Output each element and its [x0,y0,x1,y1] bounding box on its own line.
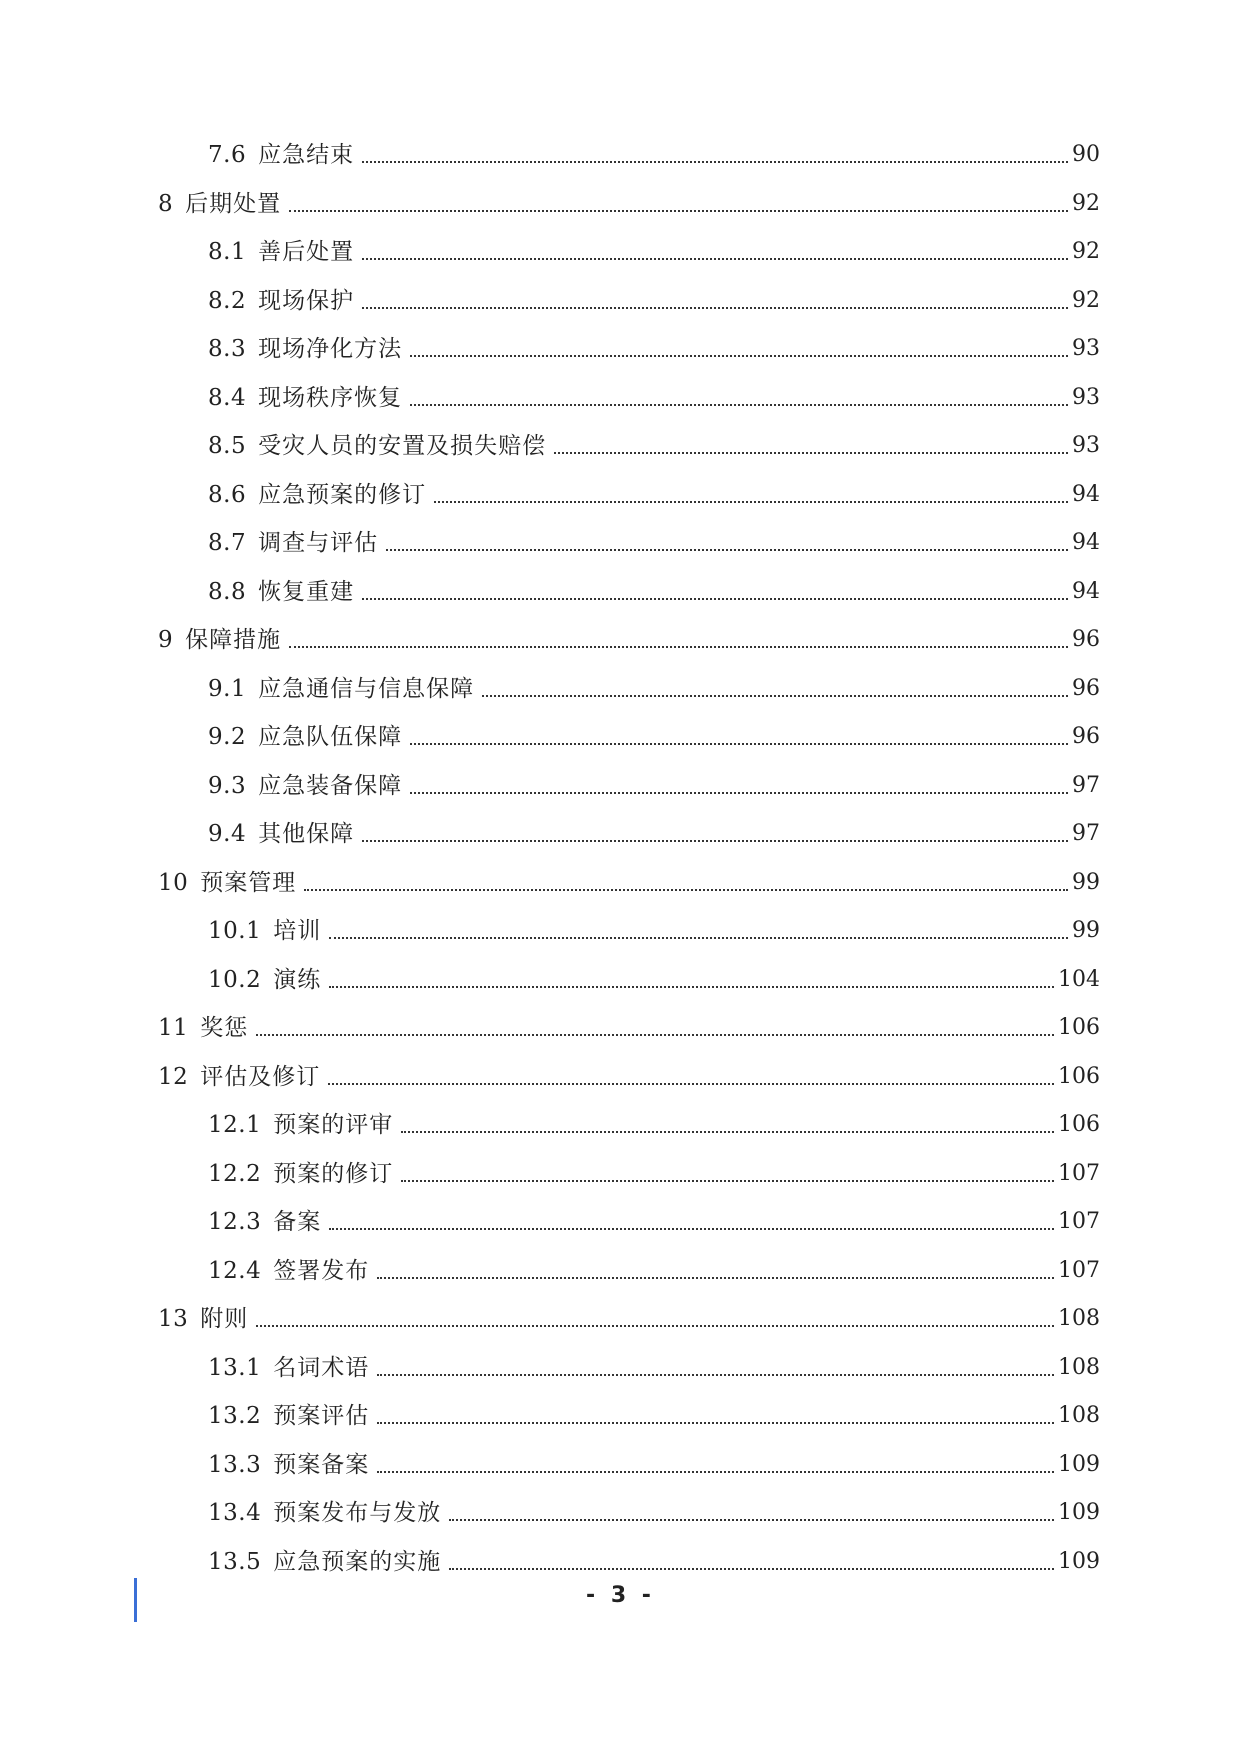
toc-entry-title: 演练 [273,966,322,993]
toc-entry-page: 96 [1072,724,1100,749]
toc-entry[interactable] [208,1205,1100,1239]
toc-entry[interactable] [208,720,1100,754]
toc-entry[interactable] [208,332,1100,366]
toc-entry-page: 94 [1072,578,1100,604]
toc-entry-number: 9.1 [208,675,247,702]
toc-entry-page: 106 [1058,1015,1100,1040]
toc-entry-number: 12.1 [208,1112,262,1138]
toc-entry[interactable] [208,914,1100,948]
toc-dot-leader [362,257,1068,260]
toc-dot-leader [362,597,1068,600]
toc-entry[interactable] [208,817,1100,851]
toc-entry[interactable] [208,1254,1100,1288]
toc-entry-page: 99 [1072,918,1100,943]
toc-entry-title: 善后处置 [258,239,355,265]
toc-entry-page: 97 [1072,821,1100,846]
toc-entry[interactable] [208,769,1100,803]
toc-dot-leader [410,742,1068,745]
toc-entry[interactable] [208,284,1100,318]
toc-entry[interactable] [208,429,1100,463]
toc-entry-page: 106 [1058,1063,1100,1089]
toc-entry-number: 13.5 [208,1548,262,1575]
toc-dot-leader [377,1276,1054,1279]
toc-entry[interactable] [208,138,1100,172]
toc-entry-page: 94 [1072,530,1100,555]
toc-entry-title: 预案备案 [273,1451,370,1478]
toc-entry-page: 108 [1058,1306,1100,1331]
toc-entry-number: 10 [158,869,189,896]
toc-entry[interactable] [158,866,1100,900]
toc-entry-title: 应急预案的实施 [273,1548,442,1575]
toc-entry-page: 107 [1058,1209,1100,1234]
toc-entry-number: 9 [158,627,174,653]
toc-dot-leader [304,888,1068,891]
toc-entry-page: 93 [1072,336,1100,361]
toc-entry-number: 12 [158,1063,189,1090]
toc-entry-title: 其他保障 [258,821,355,847]
toc-entry-title: 评估及修订 [200,1063,321,1090]
toc-entry-title: 预案的修订 [273,1160,394,1187]
toc-entry-number: 8.6 [208,481,247,508]
toc-entry-page: 108 [1058,1354,1100,1380]
toc-entry-page: 109 [1058,1451,1100,1477]
toc-dot-leader [256,1033,1054,1036]
toc-entry-page: 92 [1072,287,1100,313]
toc-entry-page: 107 [1058,1160,1100,1186]
toc-entry[interactable] [208,1399,1100,1433]
toc-dot-leader [410,403,1068,406]
toc-entry-number: 7.6 [208,142,247,168]
toc-dot-leader [362,306,1068,309]
toc-entry-number: 12.3 [208,1209,262,1235]
toc-entry-title: 签署发布 [273,1257,370,1284]
toc-dot-leader [362,160,1068,163]
toc-dot-leader [328,1082,1054,1085]
toc-dot-leader [377,1421,1054,1424]
toc-entry[interactable] [208,235,1100,269]
toc-entry-title: 应急通信与信息保障 [258,675,475,702]
toc-entry[interactable] [158,1011,1100,1045]
toc-entry[interactable] [208,526,1100,560]
toc-entry[interactable] [208,1351,1100,1385]
toc-entry-number: 9.3 [208,772,247,799]
toc-entry-title: 保障措施 [185,627,282,653]
toc-entry-title: 受灾人员的安置及损失赔偿 [258,433,547,459]
toc-entry-number: 8.3 [208,336,247,362]
text-cursor-marker [134,1578,137,1622]
toc-entry-number: 13.1 [208,1354,262,1381]
toc-entry-title: 应急结束 [258,142,355,168]
toc-entry-number: 9.4 [208,821,247,847]
toc-entry-page: 108 [1058,1403,1100,1428]
toc-entry[interactable] [208,1448,1100,1482]
toc-entry-title: 现场保护 [258,287,355,314]
toc-dot-leader [410,791,1068,794]
page-number: - 3 - [586,1583,655,1608]
toc-entry-title: 现场秩序恢复 [258,384,403,411]
toc-entry-title: 应急装备保障 [258,772,403,799]
toc-entry-number: 10.1 [208,918,262,944]
toc-entry-title: 应急队伍保障 [258,724,403,750]
toc-dot-leader [256,1324,1054,1327]
toc-dot-leader [554,451,1068,454]
toc-entry-number: 13.3 [208,1451,262,1478]
toc-entry-page: 106 [1058,1112,1100,1137]
toc-entry-page: 92 [1072,190,1100,216]
toc-entry-page: 109 [1058,1500,1100,1525]
toc-entry-page: 93 [1072,433,1100,458]
toc-entry-number: 9.2 [208,724,247,750]
toc-entry-number: 8.5 [208,433,247,459]
toc-entry-number: 13.2 [208,1403,262,1429]
toc-entry-title: 现场净化方法 [258,336,403,362]
toc-entry[interactable] [208,1108,1100,1142]
toc-entry-number: 13.4 [208,1500,262,1526]
toc-entry-number: 8.7 [208,530,247,556]
toc-dot-leader [410,354,1068,357]
toc-entry-page: 94 [1072,481,1100,507]
toc-entry-page: 96 [1072,675,1100,701]
toc-entry[interactable] [208,963,1100,997]
toc-entry[interactable] [158,623,1100,657]
toc-entry-title: 恢复重建 [258,578,355,605]
toc-entry-number: 13 [158,1306,189,1332]
toc-entry-title: 名词术语 [273,1354,370,1381]
toc-entry-page: 99 [1072,869,1100,895]
toc-entry-page: 96 [1072,627,1100,652]
toc-entry[interactable] [158,187,1100,221]
toc-dot-leader [386,548,1068,551]
toc-entry-title: 备案 [273,1209,322,1235]
toc-dot-leader [434,500,1068,503]
toc-dot-leader [377,1470,1054,1473]
toc-entry[interactable] [208,1157,1100,1191]
toc-entry-number: 8 [158,190,174,217]
toc-entry-title: 预案管理 [200,869,297,896]
toc-entry[interactable] [158,1060,1100,1094]
toc-entry-page: 93 [1072,384,1100,410]
toc-dot-leader [401,1130,1054,1133]
toc-entry[interactable] [158,1302,1100,1336]
toc-entry[interactable] [208,381,1100,415]
toc-dot-leader [362,839,1068,842]
toc-dot-leader [401,1179,1054,1182]
toc-dot-leader [329,936,1068,939]
toc-entry-number: 8.2 [208,287,247,314]
toc-entry-title: 预案评估 [273,1403,370,1429]
toc-entry-title: 调查与评估 [258,530,379,556]
toc-entry-title: 预案发布与发放 [273,1500,442,1526]
toc-entry-title: 后期处置 [185,190,282,217]
toc-dot-leader [482,694,1068,697]
toc-entry-number: 12.2 [208,1160,262,1187]
toc-entry[interactable] [208,672,1100,706]
toc-dot-leader [289,209,1068,212]
toc-entry-title: 预案的评审 [273,1112,394,1138]
toc-dot-leader [289,645,1068,648]
toc-entry-number: 8.4 [208,384,247,411]
toc-entry-page: 90 [1072,142,1100,167]
toc-entry-title: 应急预案的修订 [258,481,427,508]
toc-dot-leader [329,1227,1054,1230]
toc-entry[interactable] [208,575,1100,609]
toc-entry[interactable] [208,1545,1100,1579]
toc-entry-number: 10.2 [208,966,262,993]
toc-entry-title: 培训 [273,918,322,944]
toc-entry[interactable] [208,1496,1100,1530]
toc-entry-number: 8.1 [208,239,247,265]
toc-entry-page: 109 [1058,1548,1100,1574]
toc-entry-page: 104 [1058,966,1100,992]
toc-entry-number: 12.4 [208,1257,262,1284]
toc-entry[interactable] [208,478,1100,512]
toc-dot-leader [449,1518,1054,1521]
toc-entry-number: 8.8 [208,578,247,605]
toc-entry-page: 97 [1072,772,1100,798]
toc-entry-title: 附则 [200,1306,249,1332]
toc-dot-leader [377,1373,1054,1376]
toc-dot-leader [329,985,1054,988]
toc-dot-leader [449,1567,1054,1570]
toc-entry-number: 11 [158,1015,189,1041]
toc-entry-title: 奖惩 [200,1015,249,1041]
toc-entry-page: 92 [1072,239,1100,264]
toc-entry-page: 107 [1058,1257,1100,1283]
